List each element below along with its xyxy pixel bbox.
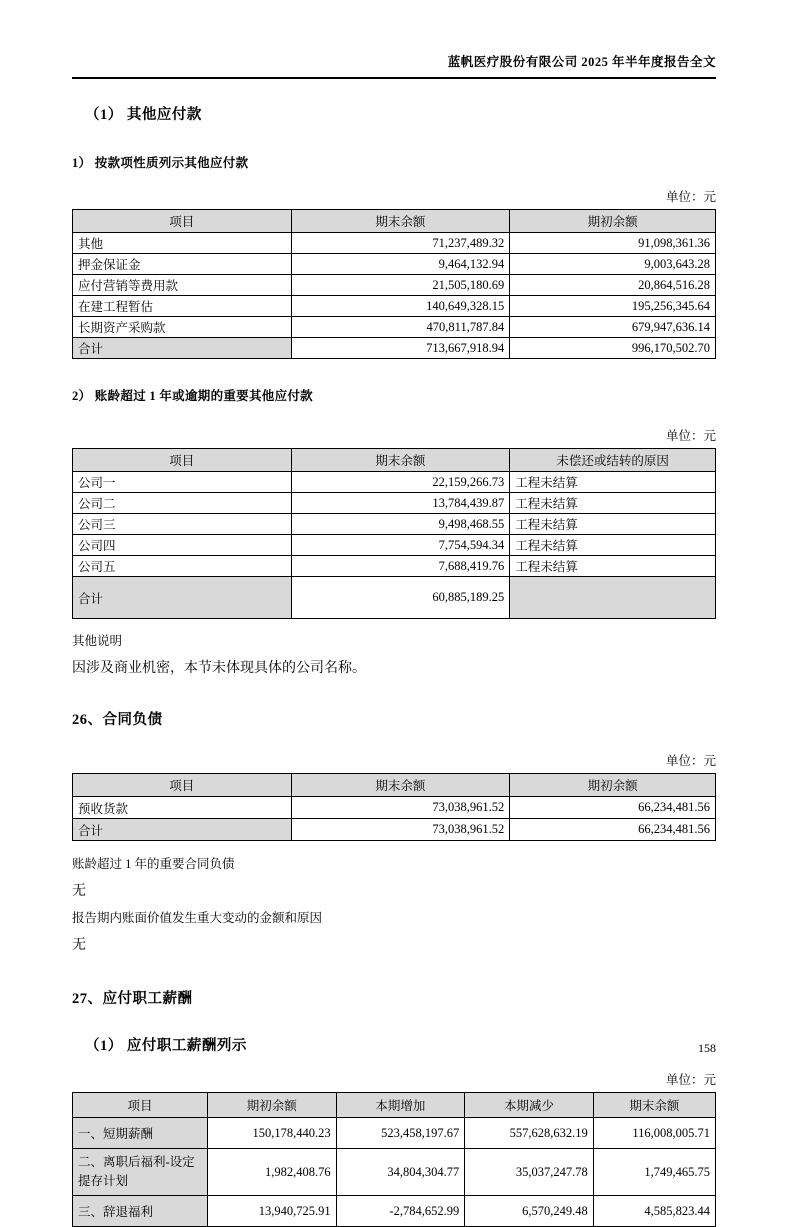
item-cell: 公司三 <box>73 514 292 535</box>
amount-cell: 6,570,249.48 <box>465 1196 594 1227</box>
amount-cell: 9,498,468.55 <box>291 514 510 535</box>
col-header: 期初余额 <box>510 774 716 797</box>
item-cell: 公司二 <box>73 493 292 514</box>
amount-cell: 996,170,502.70 <box>510 338 716 359</box>
unit-label-2: 单位：元 <box>665 429 716 443</box>
other-note-text: 因涉及商业机密，本节未体现具体的公司名称。 <box>72 661 366 676</box>
amount-cell: 116,008,005.71 <box>593 1118 715 1149</box>
col-header: 未偿还或结转的原因 <box>510 449 716 472</box>
item-cell: 一、短期薪酬 <box>73 1118 208 1149</box>
payroll-table <box>72 1092 716 1227</box>
unit-label-3: 单位：元 <box>665 754 716 768</box>
table-row <box>73 233 716 254</box>
table-header-row <box>73 449 716 472</box>
section-other-payables-title: （1） 其他应付款 <box>85 107 202 123</box>
amount-cell: 7,754,594.34 <box>291 535 510 556</box>
amount-cell: 9,003,643.28 <box>510 254 716 275</box>
item-cell: 押金保证金 <box>73 254 292 275</box>
amount-cell: 13,940,725.91 <box>208 1196 337 1227</box>
col-header: 期初余额 <box>208 1093 337 1118</box>
col-header: 项目 <box>73 210 292 233</box>
table-row <box>73 1149 716 1196</box>
amount-cell: 22,159,266.73 <box>291 472 510 493</box>
amount-cell: 71,237,489.32 <box>291 233 510 254</box>
report-header-title: 蓝帆医疗股份有限公司 2025 年半年度报告全文 <box>447 55 716 69</box>
amount-cell: 73,038,961.52 <box>291 819 510 841</box>
page-number: 158 <box>698 1041 716 1055</box>
col-header: 项目 <box>73 449 292 472</box>
contract-liabilities-table <box>72 773 716 841</box>
amount-cell: 35,037,247.78 <box>465 1149 594 1196</box>
reason-cell: 工程未结算 <box>510 556 716 577</box>
amount-cell: 13,784,439.87 <box>291 493 510 514</box>
other-payables-sub1-title: 1） 按款项性质列示其他应付款 <box>72 156 249 170</box>
table-row <box>73 317 716 338</box>
amount-cell: 523,458,197.67 <box>336 1118 465 1149</box>
table-row <box>73 472 716 493</box>
amount-cell: 66,234,481.56 <box>510 797 716 819</box>
col-header: 本期增加 <box>336 1093 465 1118</box>
item-cell: 公司五 <box>73 556 292 577</box>
aged-contract-liability-value: 无 <box>72 884 86 899</box>
book-value-change-label: 报告期内账面价值发生重大变动的金额和原因 <box>72 911 323 925</box>
reason-cell: 工程未结算 <box>510 514 716 535</box>
table-header-row <box>73 1093 716 1118</box>
other-payables-by-nature-table <box>72 209 716 359</box>
col-header: 期末余额 <box>291 210 510 233</box>
item-cell: 公司一 <box>73 472 292 493</box>
reason-cell: 工程未结算 <box>510 472 716 493</box>
amount-cell: -2,784,652.99 <box>336 1196 465 1227</box>
reason-cell <box>510 577 716 619</box>
table-total-row <box>73 819 716 841</box>
amount-cell: 60,885,189.25 <box>291 577 510 619</box>
amount-cell: 679,947,636.14 <box>510 317 716 338</box>
section-payroll-title: 27、应付职工薪酬 <box>72 991 193 1007</box>
amount-cell: 9,464,132.94 <box>291 254 510 275</box>
col-header: 期初余额 <box>510 210 716 233</box>
table-total-row <box>73 338 716 359</box>
item-cell: 二、离职后福利-设定提存计划 <box>73 1149 208 1196</box>
table-row <box>73 514 716 535</box>
table-header-row <box>73 774 716 797</box>
amount-cell: 557,628,632.19 <box>465 1118 594 1149</box>
table-row <box>73 556 716 577</box>
col-header: 期末余额 <box>291 774 510 797</box>
item-cell: 在建工程暂估 <box>73 296 292 317</box>
col-header: 本期减少 <box>465 1093 594 1118</box>
col-header: 期末余额 <box>291 449 510 472</box>
amount-cell: 73,038,961.52 <box>291 797 510 819</box>
table-row <box>73 1196 716 1227</box>
table-row <box>73 1118 716 1149</box>
amount-cell: 7,688,419.76 <box>291 556 510 577</box>
other-note-label: 其他说明 <box>72 634 123 648</box>
section-contract-liabilities-title: 26、合同负债 <box>72 712 163 728</box>
item-cell: 其他 <box>73 233 292 254</box>
aged-contract-liability-label: 账龄超过 1 年的重要合同负债 <box>72 857 235 871</box>
table-row <box>73 254 716 275</box>
total-label-cell: 合计 <box>73 819 292 841</box>
table-total-row <box>73 577 716 619</box>
other-payables-sub2-title: 2） 账龄超过 1 年或逾期的重要其他应付款 <box>72 389 313 403</box>
item-cell: 三、辞退福利 <box>73 1196 208 1227</box>
book-value-change-value: 无 <box>72 938 86 953</box>
reason-cell: 工程未结算 <box>510 535 716 556</box>
item-cell: 预收货款 <box>73 797 292 819</box>
table-row <box>73 275 716 296</box>
amount-cell: 21,505,180.69 <box>291 275 510 296</box>
header-divider <box>72 77 716 79</box>
item-cell: 公司四 <box>73 535 292 556</box>
item-cell: 长期资产采购款 <box>73 317 292 338</box>
table-row <box>73 296 716 317</box>
unit-label-4: 单位：元 <box>665 1073 716 1087</box>
amount-cell: 34,804,304.77 <box>336 1149 465 1196</box>
amount-cell: 195,256,345.64 <box>510 296 716 317</box>
amount-cell: 1,749,465.75 <box>593 1149 715 1196</box>
col-header: 项目 <box>73 774 292 797</box>
amount-cell: 20,864,516.28 <box>510 275 716 296</box>
item-cell: 应付营销等费用款 <box>73 275 292 296</box>
amount-cell: 91,098,361.36 <box>510 233 716 254</box>
aged-other-payables-table <box>72 448 716 619</box>
table-header-row <box>73 210 716 233</box>
reason-cell: 工程未结算 <box>510 493 716 514</box>
table-row <box>73 797 716 819</box>
total-label-cell: 合计 <box>73 577 292 619</box>
col-header: 期末余额 <box>593 1093 715 1118</box>
unit-label-1: 单位：元 <box>665 190 716 204</box>
amount-cell: 713,667,918.94 <box>291 338 510 359</box>
amount-cell: 1,982,408.76 <box>208 1149 337 1196</box>
amount-cell: 4,585,823.44 <box>593 1196 715 1227</box>
amount-cell: 470,811,787.84 <box>291 317 510 338</box>
table-row <box>73 535 716 556</box>
table-row <box>73 493 716 514</box>
total-label-cell: 合计 <box>73 338 292 359</box>
amount-cell: 140,649,328.15 <box>291 296 510 317</box>
amount-cell: 66,234,481.56 <box>510 819 716 841</box>
amount-cell: 150,178,440.23 <box>208 1118 337 1149</box>
payroll-sub1-title: （1） 应付职工薪酬列示 <box>85 1038 247 1054</box>
col-header: 项目 <box>73 1093 208 1118</box>
